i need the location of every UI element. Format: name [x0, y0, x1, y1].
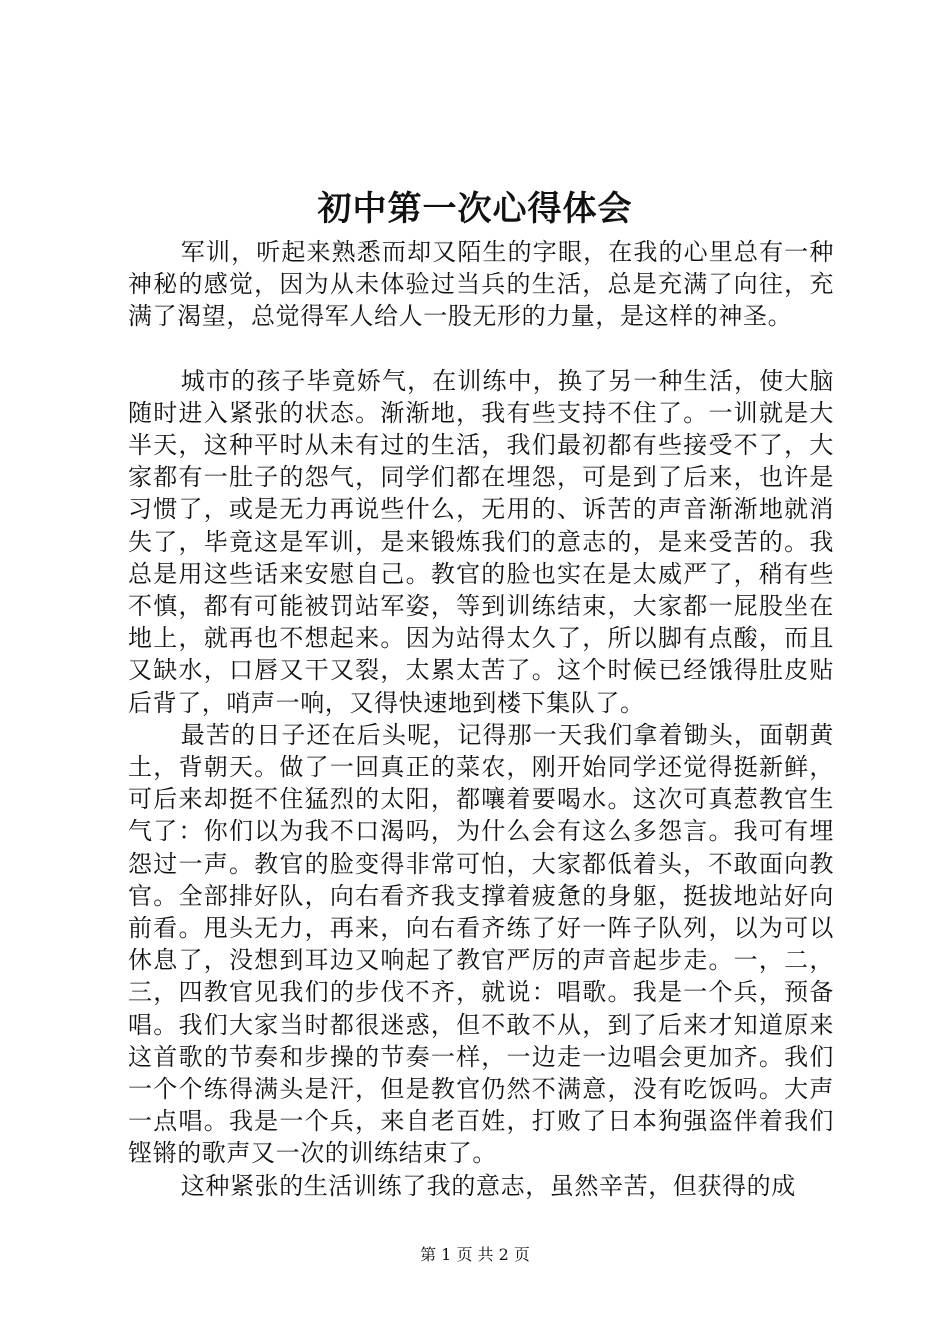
paragraph-1: 军训，听起来熟悉而却又陌生的字眼，在我的心里总有一种神秘的感觉，因为从未体验过当兵的生活，总是充满了向往，充满了渴望，总觉得军人给人一股无形的力量，是这样的神圣。 [128, 238, 834, 331]
document-title: 初中第一次心得体会 [317, 189, 633, 229]
paragraph-2: 城市的孩子毕竟娇气，在训练中，换了另一种生活，使大脑随时进入紧张的状态。渐渐地，我有些支持不住了。一训就是大半天，这种平时从未有过的生活，我们最初都有些接受不了，大家都有一肚子的怨气，同学们都在埋怨，可是到了后来，也许是习惯了，或是无力再说些什么，无用的、诉苦的声音渐渐地就消失了，毕竟这是军训，是来锻炼我们的意志的，是来受苦的。我总是用这些话来安慰自己。教官的脸也实在是太威严了，稍有些不慎，都有可能被罚站军姿，等到训练结束，大家都一屁股坐在地上，就再也不想起来。因为站得太久了，所以脚有点酸，而且又缺水，口唇又干又裂，太累太苦了。这个时候已经饿得肚皮贴后背了，哨声一响，又得快速地到楼下集队了。 [128, 366, 834, 717]
document-body [128, 236, 834, 1202]
paragraph-3: 最苦的日子还在后头呢，记得那一天我们拿着锄头，面朝黄土，背朝天。做了一回真正的菜农，刚开始同学还觉得挺新鲜，可后来却挺不住猛烈的太阳，都嚷着要喝水。这次可真惹教官生气了：你们以为我不口渴吗，为什么会有这么多怨言。我可有埋怨过一声。教官的脸变得非常可怕，大家都低着头，不敢面向教官。全部排好队，向右看齐我支撑着疲惫的身躯，挺拔地站好向前看。甩头无力，再来，向右看齐练了好一阵子队列，以为可以休息了，没想到耳边又响起了教官严厉的声音起步走。一，二，三，四教官见我们的步伐不齐，就说：唱歌。我是一个兵，预备唱。我们大家当时都很迷惑，但不敢不从，到了后来才知道原来这首歌的节奏和步操的节奏一样，一边走一边唱会更加齐。我们一个个练得满头是汗，但是教官仍然不满意，没有吃饭吗。大声一点唱。我是一个兵，来自老百姓，打败了日本狗强盗伴着我们铿锵的歌声又一次的训练结束了。 [128, 720, 834, 1168]
page-number-footer: 第 1 页 共 2 页 [420, 1245, 530, 1264]
paragraph-4: 这种紧张的生活训练了我的意志，虽然辛苦，但获得的成 [180, 1171, 796, 1200]
